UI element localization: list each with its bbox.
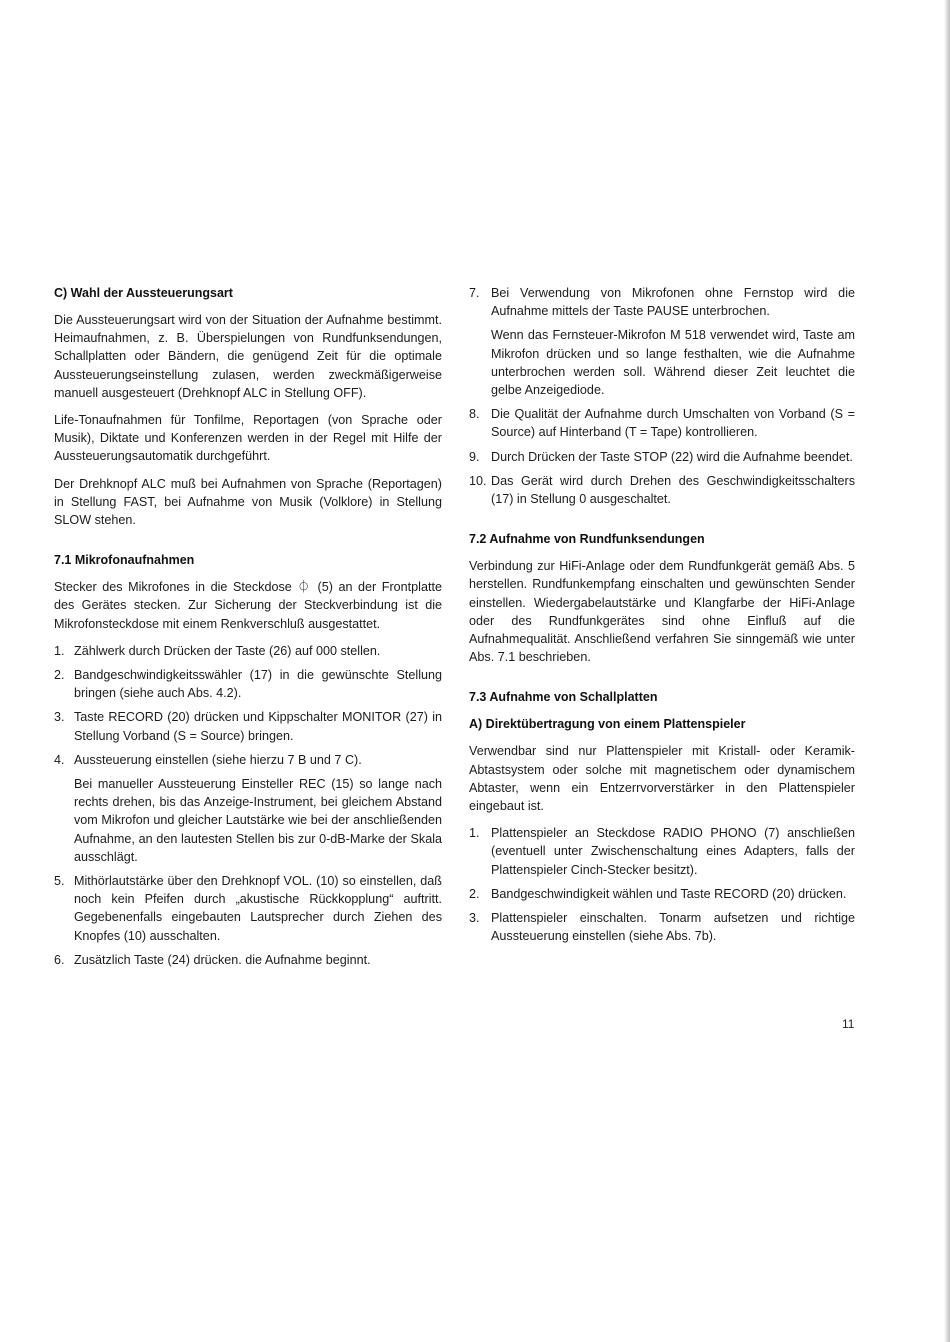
section-7-1-heading: 7.1 Mikrofonaufnahmen [54,553,195,568]
list-item [54,642,442,660]
item-number: 1. [54,643,65,658]
section-7-2 [469,530,855,666]
item-number: 8. [469,407,480,422]
item-text: Bandgeschwindigkeitsswähler (17) in die gewünschte Stellung bringen (siehe auch Abs. 4.2). [74,668,442,701]
section-c [54,284,442,529]
list-item [469,824,855,879]
paragraph: Life-Tonaufnahmen für Tonfilme, Reportagen (von Sprache oder Musik), Diktate und Konferenzen werden in der Regel mit Hilfe der Aussteuerungsautomatik durchgeführt. [54,413,442,464]
item-text: Aussteuerung einstellen (siehe hierzu 7 B und 7 C). [74,752,362,767]
item-text: Die Qualität der Aufnahme durch Umschalten von Vorband (S = Source) auf Hinterband (T = Tape) kontrollieren. [491,407,855,440]
page-edge-shadow [944,0,950,1342]
right-column [469,284,855,963]
list-item [469,472,855,508]
item-number: 2. [469,886,480,901]
item-text: Durch Drücken der Taste STOP (22) wird die Aufnahme beendet. [491,449,853,464]
section-c-heading: C) Wahl der Aussteuerungsart [54,286,233,300]
item-number: 3. [54,710,65,725]
list-item [469,909,855,945]
item-text: Zählwerk durch Drücken der Taste (26) auf 000 stellen. [74,643,381,658]
section-7-3 [469,688,855,945]
page-number: 11 [842,1017,855,1031]
item-subtext: Wenn das Fernsteuer-Mikrofon M 518 verwendet wird, Taste am Mikrofon drücken und so lange festhalten, wie die Aufnahme unterbrochen werden soll. Während dieser Zeit leuchtet die gelbe Anzeigediode. [491,328,855,398]
paragraph: Verbindung zur HiFi-Anlage oder dem Rundfunkgerät gemäß Abs. 5 herstellen. Rundfunkempfang einschalten und gewünschten Sender einstellen. Wiedergabelautstärke und Klangfarbe der HiFi-Anlage oder des Rundfunkgerätes sind ohne Einfluß auf die Aufnahmequalität. Anschließend verfahren Sie sinngemäß wie unter Abs. 7.1 beschrieben. [469,559,855,665]
item-number: 1. [469,826,480,841]
item-number: 3. [469,911,480,926]
list-item [469,405,855,441]
list-item [54,751,442,866]
item-number: 7. [469,286,480,300]
step-list [469,284,855,508]
item-text: Plattenspieler an Steckdose RADIO PHONO (7) anschließen (eventuell unter Zwischenschaltung eines Adapters, falls der Plattenspieler Cinch-Stecker besitzt). [491,826,855,877]
item-subtext: Bei manueller Aussteuerung Einsteller REC (15) so lange nach rechts drehen, bis das Anzeige-Instrument, bei gleichem Abstand vom Mikrofon und gleicher Lautstärke wie bei der anschließenden Aufnahme, an den lautesten Stellen bis zur 0-dB-Marke der Skala ausschlägt. [74,777,442,864]
list-item [54,951,442,969]
section-7-3-heading: 7.3 Aufnahme von Schallplatten [469,690,658,705]
section-7-1 [54,551,442,969]
item-number: 10. [469,473,487,488]
item-text: Mithörlautstärke über den Drehknopf VOL. (10) so einstellen, daß noch kein Pfeifen durch „akustische Rückkopplung“ auftritt. Gegebenenfalls eingebauten Lautsprecher durch Ziehen des Knopfes (10) ausschalten. [74,874,442,943]
section-7-3-subheading: A) Direktübertragung von einem Plattenspieler [469,717,746,732]
step-list [54,642,442,969]
item-text: Bei Verwendung von Mikrofonen ohne Fernstop wird die Aufnahme mittels der Taste PAUSE unterbrochen. [491,286,855,319]
list-item [469,885,855,903]
item-number: 6. [54,952,65,967]
item-number: 9. [469,449,480,464]
paragraph: Die Aussteuerungsart wird von der Situation der Aufnahme bestimmt. Heimaufnahmen, z. B. Überspielungen von Rundfunksendungen, Schallplatten oder Bändern, die genügend Zeit für die optimale Aussteuerungseinstellung zulasen, werden zweckmäßigerweise manuell ausgesteuert (Drehknopf ALC in Stellung OFF). [54,313,442,400]
item-text: Plattenspieler einschalten. Tonarm aufsetzen und richtige Aussteuerung einstellen (siehe Abs. 7b). [491,911,855,944]
list-item [469,284,855,399]
step-list [469,824,855,945]
list-item [54,666,442,702]
item-text: Das Gerät wird durch Drehen des Geschwindigkeitsschalters (17) in Stellung 0 ausgeschaltet. [491,473,855,507]
item-number: 5. [54,874,65,889]
item-text: Zusätzlich Taste (24) drücken. die Aufnahme beginnt. [74,952,371,967]
paragraph: Der Drehknopf ALC muß bei Aufnahmen von Sprache (Reportagen) in Stellung FAST, bei Aufnahme von Musik (Volklore) in Stellung SLOW stehen. [54,476,442,528]
section-7-1-continued [469,284,855,508]
item-number: 4. [54,752,65,767]
item-number: 2. [54,668,65,683]
item-text: Bandgeschwindigkeit wählen und Taste RECORD (20) drücken. [491,886,847,901]
list-item [54,708,442,744]
paragraph: Stecker des Mikrofones in die Steckdose ⏀ (5) an der Frontplatte des Gerätes stecken. Zur Sicherung der Steckverbindung ist die Mikrofonsteckdose mit einem Renkverschluß ausgestattet. [54,580,442,631]
list-item [469,448,855,466]
list-item [54,872,442,945]
paragraph: Verwendbar sind nur Plattenspieler mit Kristall- oder Keramik-Abtastsystem oder solche mit magnetischem oder dynamischem Abtaster, wenn ein Entzerrvorverstärker in den Plattenspieler eingebaut ist. [469,744,855,814]
section-7-2-heading: 7.2 Aufnahme von Rundfunksendungen [469,532,705,547]
left-column [54,284,442,987]
item-text: Taste RECORD (20) drücken und Kippschalter MONITOR (27) in Stellung Vorband (S = Source) bringen. [74,710,442,743]
